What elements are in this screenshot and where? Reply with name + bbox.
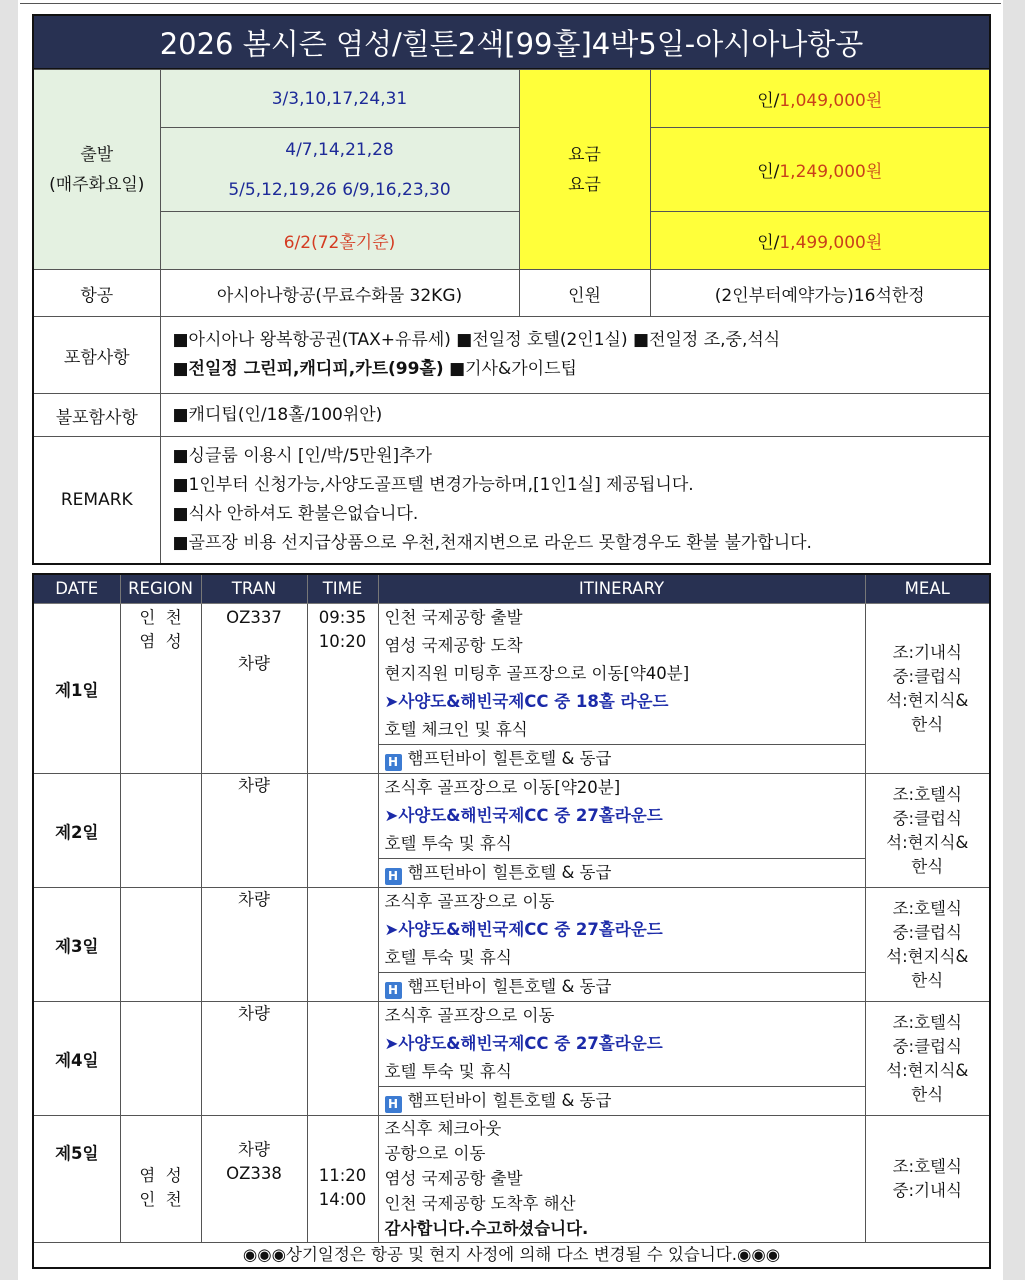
departure-dates-april: 4/7,14,21,28 <box>285 139 394 160</box>
itinerary-line: 호텔 체크인 및 휴식 <box>384 720 528 739</box>
itinerary-line: 조식후 골프장으로 이동 <box>384 892 555 911</box>
departure-label-line1: 출발 <box>80 144 114 165</box>
arrival-time: 10:20 <box>318 632 367 651</box>
fee-label-line1: 요금 <box>568 144 601 165</box>
day-label: 제3일 <box>33 888 120 1002</box>
airline-value: 아시아나항공(무료수화물 32KG) <box>160 270 519 317</box>
hotel-line <box>379 972 865 1001</box>
transport <box>201 1116 307 1243</box>
hotel-icon: H <box>385 982 402 999</box>
hotel-name: 햄프턴바이 힐튼호텔 & 동급 <box>407 977 612 996</box>
day-label: 제5일 <box>33 1116 120 1243</box>
itinerary-line: 현지직원 미팅후 골프장으로 이동[약40분] <box>384 664 690 683</box>
fee-label-line2: 요금 <box>568 174 601 195</box>
time <box>307 774 378 888</box>
departure-dates-march: 3/3,10,17,24,31 <box>160 70 519 128</box>
price-amount: 1,049,000원 <box>779 91 883 111</box>
departure-date-72-holes: 6/2(72홀기준) <box>160 212 519 270</box>
meal-lunch: 중:기내식 <box>892 1181 962 1200</box>
itinerary-line: 인천 국제공항 도착후 해산 <box>384 1194 576 1213</box>
meal-dinner: 석:현지식& <box>886 690 969 710</box>
included-line-2 <box>173 355 990 384</box>
golf-round-line: ➤사양도&해빈국제CC 중 27홀라운드 <box>384 920 663 939</box>
meal <box>865 774 990 888</box>
included-items <box>160 317 990 394</box>
region <box>120 604 201 774</box>
hotel-line <box>379 858 865 887</box>
region-origin: 인 천 <box>139 608 182 627</box>
day-label: 제4일 <box>33 1002 120 1116</box>
remark-line: ■골프장 비용 선지급상품으로 우천,천재지변으로 라운드 못할경우도 환불 불가합니다. <box>172 532 812 553</box>
remark-items <box>160 437 990 564</box>
price-tier-1 <box>650 70 990 128</box>
hotel-icon: H <box>385 1096 402 1113</box>
hotel-icon: H <box>385 754 402 771</box>
region <box>120 774 201 888</box>
hotel-name: 햄프턴바이 힐튼호텔 & 동급 <box>407 749 612 768</box>
transport: 차량 <box>201 774 307 888</box>
itinerary-line: 호텔 투숙 및 휴식 <box>384 1062 512 1081</box>
meal-lunch: 중:클럽식 <box>892 808 962 828</box>
hotel-line <box>379 1086 865 1115</box>
transport-vehicle: 차량 <box>238 1140 270 1159</box>
time <box>307 888 378 1002</box>
remark-line: ■식사 안하셔도 환불은없습니다. <box>172 503 419 524</box>
golf-round-line: ➤사양도&해빈국제CC 중 27홀라운드 <box>384 806 663 825</box>
itinerary-line: 호텔 투숙 및 휴식 <box>384 834 512 853</box>
header-date: DATE <box>33 574 120 604</box>
price-prefix: 인/ <box>757 91 780 111</box>
info-table <box>32 69 991 565</box>
price-amount: 1,499,000원 <box>779 233 883 253</box>
departure-dates-may-june: 5/5,12,19,26 6/9,16,23,30 <box>228 179 451 200</box>
page-top-rule <box>20 3 1001 4</box>
table-row-day-4 <box>33 1002 990 1116</box>
included-tips: ■기사&가이드팁 <box>443 359 577 379</box>
itinerary-line: 조식후 골프장으로 이동[약20분] <box>384 778 621 797</box>
included-label: 포함사항 <box>33 317 160 394</box>
meal-breakfast: 조:호텔식 <box>892 784 962 804</box>
itinerary <box>378 888 865 1002</box>
itinerary-line: 염성 국제공항 도착 <box>384 636 523 655</box>
meal-breakfast: 조:호텔식 <box>892 1012 962 1032</box>
price-tier-2 <box>650 128 990 212</box>
price-amount: 1,249,000원 <box>779 162 883 182</box>
remark-line: ■싱글룸 이용시 [인/박/5만원]추가 <box>172 445 432 466</box>
header-itinerary: ITINERARY <box>378 574 865 604</box>
flight-number: OZ337 <box>226 608 282 627</box>
meal-dinner-cont: 한식 <box>911 714 944 734</box>
itinerary-line: 염성 국제공항 출발 <box>384 1169 523 1188</box>
day-label: 제2일 <box>33 774 120 888</box>
departure-label-line2: (매주화요일) <box>49 174 145 195</box>
price-prefix: 인/ <box>757 233 780 253</box>
meal-dinner-cont: 한식 <box>911 1084 944 1104</box>
schedule-notice: ◉◉◉상기일정은 항공 및 현지 사정에 의해 다소 변경될 수 있습니다.◉◉◉ <box>33 1243 990 1269</box>
departure-time: 11:20 <box>318 1166 367 1185</box>
itinerary-line: 조식후 체크아웃 <box>384 1119 502 1138</box>
spacer <box>202 630 307 652</box>
table-row-day-3 <box>33 888 990 1002</box>
itinerary <box>378 604 865 774</box>
excluded-label: 불포함사항 <box>33 394 160 437</box>
included-green-fee: ■전일정 그린피,캐디피,카트(99홀) <box>172 359 444 379</box>
region <box>120 888 201 1002</box>
departure-time: 09:35 <box>318 608 367 627</box>
itinerary-line: 공항으로 이동 <box>384 1144 486 1163</box>
meal <box>865 888 990 1002</box>
schedule-table <box>32 573 991 1270</box>
transport: 차량 <box>201 1002 307 1116</box>
airline-label: 항공 <box>33 270 160 317</box>
itinerary <box>378 1116 865 1243</box>
fee-label <box>519 70 650 270</box>
included-line-1: ■아시아나 왕복항공권(TAX+유류세) ■전일정 호텔(2인1실) ■전일정 조,중,석식 <box>172 330 781 350</box>
header-region: REGION <box>120 574 201 604</box>
remark-line: ■1인부터 신청가능,사양도골프텔 변경가능하며,[1인1실] 제공됩니다. <box>172 474 694 495</box>
thank-you-line: 감사합니다.수고하셨습니다. <box>384 1219 589 1238</box>
region-destination: 인 천 <box>139 1190 182 1209</box>
hotel-icon: H <box>385 868 402 885</box>
header-meal: MEAL <box>865 574 990 604</box>
meal-breakfast: 조:호텔식 <box>892 898 962 918</box>
meal-dinner-cont: 한식 <box>911 970 944 990</box>
price-tier-3 <box>650 212 990 270</box>
meal-dinner: 석:현지식& <box>886 832 969 852</box>
hotel-name: 햄프턴바이 힐튼호텔 & 동급 <box>407 1091 612 1110</box>
meal-breakfast: 조:호텔식 <box>892 1157 962 1176</box>
meal-lunch: 중:클럽식 <box>892 1036 962 1056</box>
itinerary-line: 인천 국제공항 출발 <box>384 608 523 627</box>
region-origin: 염 성 <box>139 1166 182 1185</box>
golf-round-line: ➤사양도&해빈국제CC 중 18홀 라운드 <box>384 692 669 711</box>
hotel-line <box>379 744 865 773</box>
flight-number: OZ338 <box>226 1164 282 1183</box>
people-label: 인원 <box>519 270 650 317</box>
meal-dinner-cont: 한식 <box>911 856 944 876</box>
price-prefix: 인/ <box>757 162 780 182</box>
region-destination: 염 성 <box>139 632 182 651</box>
transport-vehicle: 차량 <box>238 654 270 673</box>
table-row-day-1 <box>33 604 990 774</box>
time <box>307 604 378 774</box>
arrival-time: 14:00 <box>318 1190 367 1209</box>
region <box>120 1116 201 1243</box>
excluded-items: ■캐디팁(인/18홀/100위안) <box>160 394 990 437</box>
time <box>307 1116 378 1243</box>
transport <box>201 604 307 774</box>
meal-breakfast: 조:기내식 <box>892 642 962 662</box>
day-label: 제1일 <box>33 604 120 774</box>
tour-sheet <box>32 14 991 1269</box>
table-row-day-5 <box>33 1116 990 1243</box>
itinerary-line: 조식후 골프장으로 이동 <box>384 1006 555 1025</box>
meal <box>865 604 990 774</box>
itinerary <box>378 774 865 888</box>
time <box>307 1002 378 1116</box>
remark-label: REMARK <box>33 437 160 564</box>
header-time: TIME <box>307 574 378 604</box>
meal-dinner: 석:현지식& <box>886 1060 969 1080</box>
itinerary-line: 호텔 투숙 및 휴식 <box>384 948 512 967</box>
meal-dinner: 석:현지식& <box>886 946 969 966</box>
page-title: 2026 봄시즌 염성/힐튼2색[99홀]4박5일-아시아나항공 <box>32 14 991 69</box>
meal <box>865 1002 990 1116</box>
meal-lunch: 중:클럽식 <box>892 666 962 686</box>
itinerary <box>378 1002 865 1116</box>
departure-label <box>33 70 160 270</box>
region <box>120 1002 201 1116</box>
transport: 차량 <box>201 888 307 1002</box>
meal-lunch: 중:클럽식 <box>892 922 962 942</box>
meal <box>865 1116 990 1243</box>
people-value: (2인부터예약가능)16석한정 <box>650 270 990 317</box>
header-tran: TRAN <box>201 574 307 604</box>
departure-dates-apr-jun <box>160 128 519 212</box>
hotel-name: 햄프턴바이 힐튼호텔 & 동급 <box>407 863 612 882</box>
golf-round-line: ➤사양도&해빈국제CC 중 27홀라운드 <box>384 1034 663 1053</box>
table-row-day-2 <box>33 774 990 888</box>
